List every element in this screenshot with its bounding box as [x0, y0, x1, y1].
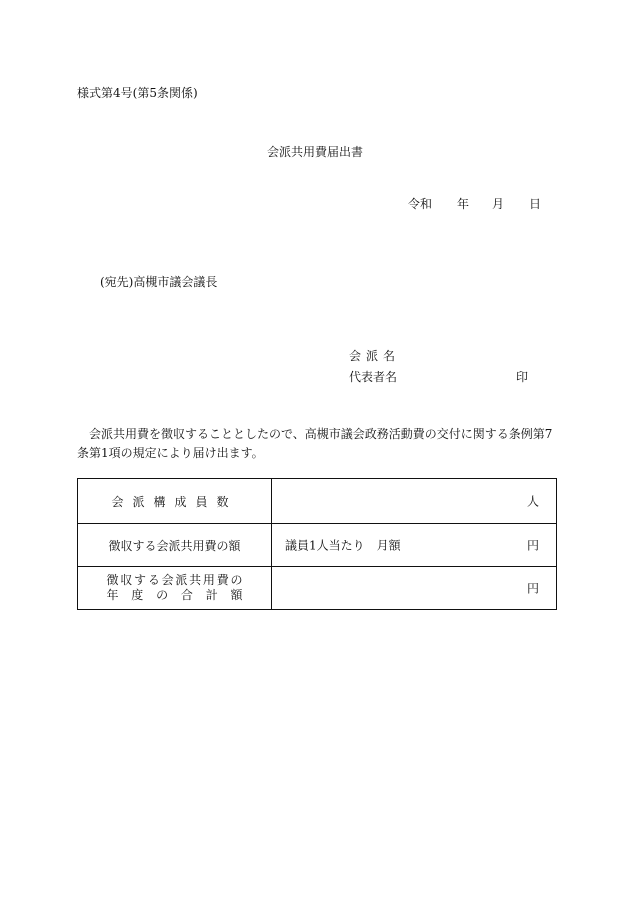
annual-total-unit: 円 [526, 581, 539, 596]
date-day-label: 日 [529, 197, 542, 211]
annual-total-label [107, 573, 243, 603]
amount-value-cell[interactable] [272, 524, 557, 567]
amount-label: 徴収する会派共用費の額 [108, 538, 241, 553]
monthly-label: 月額 [376, 538, 401, 553]
annual-total-label-cell [78, 567, 272, 610]
table-row-members [78, 479, 557, 524]
document-title: 会派共用費届出書 [266, 145, 363, 159]
seal-mark: 印 [516, 370, 529, 384]
per-member-text [285, 537, 401, 554]
date-year-label: 年 [457, 197, 470, 211]
annual-total-label-line2: 年度の合計額 [106, 588, 243, 602]
members-count-label-cell [78, 479, 272, 524]
date-era: 令和 [408, 197, 433, 211]
members-count-label: 会派構成員数 [111, 494, 238, 509]
amount-label-cell [78, 524, 272, 567]
faction-name-label: 会派名 [349, 349, 401, 363]
per-member-label: 議員1人当たり [285, 538, 365, 553]
annual-total-value-cell[interactable] [272, 567, 557, 610]
members-unit: 人 [526, 494, 539, 509]
table-row-total [78, 567, 557, 610]
annual-total-label-line1: 徴収する会派共用費の [106, 573, 243, 587]
statement-text: 会派共用費を徴収することとしたので、高槻市議会政務活動費の交付に関する条例第7条第1項の規定により届け出ます。 [77, 427, 553, 460]
table-row-amount [78, 524, 557, 567]
addressee: (宛先)高槻市議会議長 [100, 275, 218, 289]
members-count-value-cell[interactable] [272, 479, 557, 524]
date-month-label: 月 [492, 197, 505, 211]
form-number: 様式第4号(第5条関係) [77, 86, 198, 100]
amount-unit: 円 [526, 538, 539, 553]
report-table [77, 478, 557, 610]
representative-label: 代表者名 [349, 370, 398, 384]
